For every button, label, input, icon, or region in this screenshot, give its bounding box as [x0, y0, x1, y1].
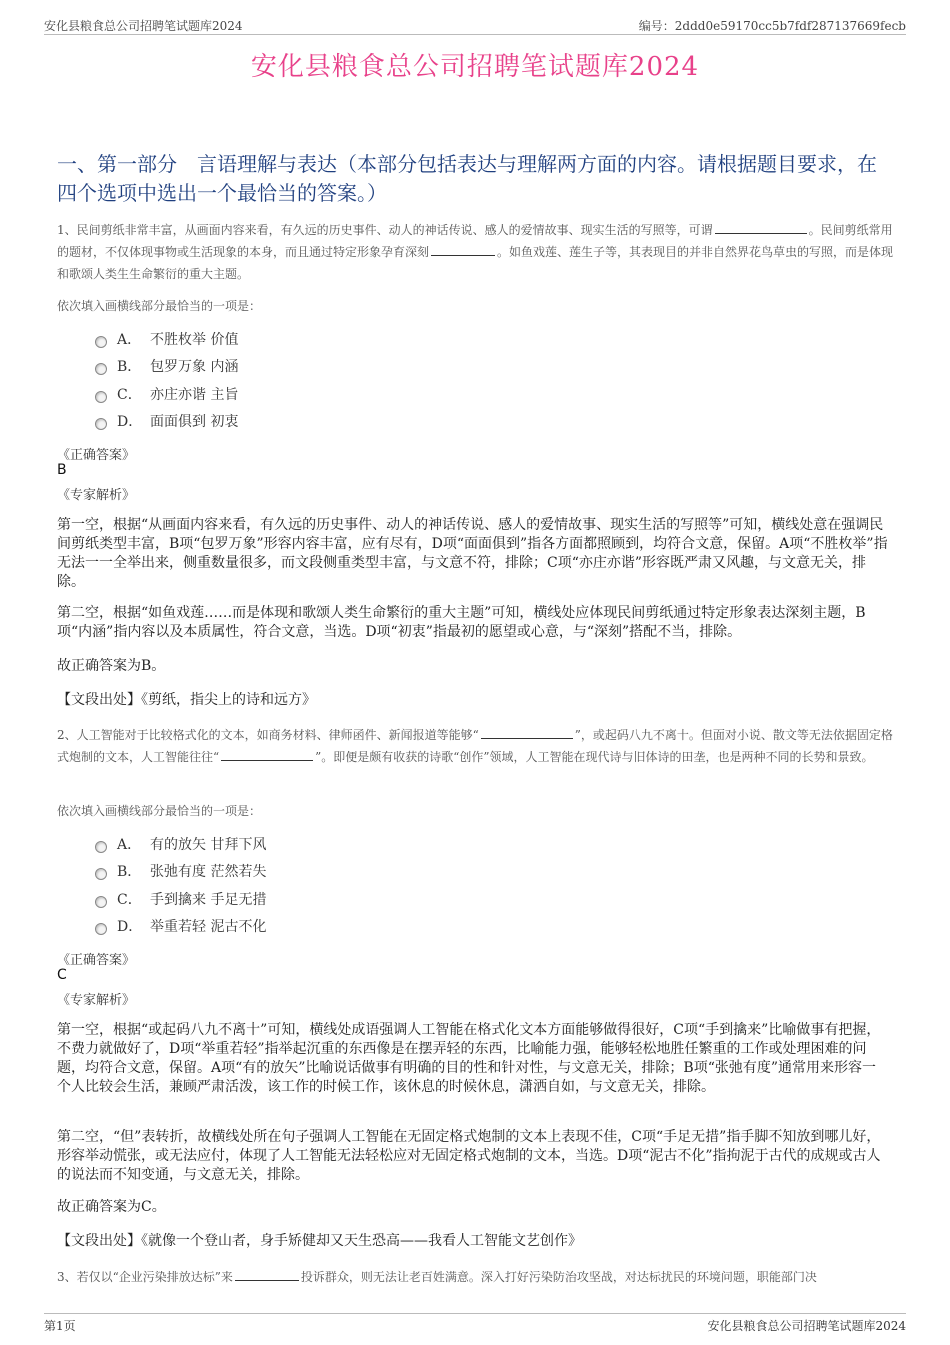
- question-2-prompt: 依次填入画横线部分最恰当的一项是：: [57, 804, 262, 818]
- blank-line: [235, 1269, 299, 1281]
- question-3-stem: 3、若仅以“企业污染排放达标”来 投诉群众，则无法让老百姓满意。深入打好污染防治攻坚战，对达标扰民的环境问题，职能部门决: [57, 1270, 817, 1284]
- blank-line: [221, 749, 313, 761]
- radio-button[interactable]: [95, 841, 107, 853]
- page-header: [44, 15, 906, 35]
- analysis-paragraph: 第一空，根据“从画面内容来看，有久远的历史事件、动人的神话传说、感人的爱情故事、现实生活的写照等”可知，横线处意在强调民间剪纸类型丰富，B项“包罗万象”形容内容丰富，应有尽有，D项“面面俱到”指各方面都照顾到，均符合文意，保留。A项“不胜枚举”指无法一一全举出来，侧重数量很多，而文段侧重类型丰富，与文意不符，排除；C项“亦庄亦谐”形容既严肃又风趣，与文意无关，排除。: [57, 517, 888, 590]
- question-2-stem: 2、人工智能对于比较格式化的文本，如商务材料、律师函件、新闻报道等能够“ ”，或起码八九不离十。但面对小说、散文等无法依据固定格式炮制的文本，人工智能往往“ ”。即便是颇有收获的诗歌“创作”领域，人工智能在现代诗与旧体诗的田垄，也是两种不同的长势和景致。: [57, 728, 893, 764]
- answer-label: 《正确答案》: [57, 953, 136, 968]
- option-a[interactable]: A． 不胜枚举 价值: [95, 325, 238, 353]
- radio-button[interactable]: [95, 391, 107, 403]
- answer-value: C: [57, 967, 67, 983]
- section-title: 一、第一部分 言语理解与表达（本部分包括表达与理解两方面的内容。请根据题目要求，在四个选项中选出一个最恰当的答案。）: [57, 152, 877, 205]
- radio-button[interactable]: [95, 896, 107, 908]
- option-b[interactable]: B． 张弛有度 茫然若失: [95, 858, 266, 886]
- answer-label: 《正确答案》: [57, 448, 136, 463]
- conclusion: 故正确答案为B。: [57, 658, 166, 674]
- analysis-label: 《专家解析》: [57, 488, 136, 503]
- source-citation: 【文段出处】《剪纸，指尖上的诗和远方》: [57, 692, 316, 708]
- page-number: 第1页: [44, 1319, 76, 1333]
- radio-button[interactable]: [95, 923, 107, 935]
- footer-doc-title: 安化县粮食总公司招聘笔试题库2024: [707, 1319, 906, 1333]
- question-1-prompt: 依次填入画横线部分最恰当的一项是：: [57, 299, 262, 313]
- page-title: 安化县粮食总公司招聘笔试题库2024: [250, 52, 700, 82]
- option-d[interactable]: D． 举重若轻 泥古不化: [95, 913, 266, 941]
- radio-button[interactable]: [95, 418, 107, 430]
- option-b[interactable]: B． 包罗万象 内涵: [95, 353, 238, 381]
- analysis-paragraph: 第二空，“但”表转折，故横线处所在句子强调人工智能在无固定格式炮制的文本上表现不佳，C项“手足无措”指手脚不知放到哪儿好，形容举动慌张，或无法应付，体现了人工智能无法轻松应对无固定格式炮制的文本，当选。D项“泥古不化”指拘泥于古代的成规或古人的说法而不知变通，与文意无关，排除。: [57, 1129, 881, 1183]
- option-d[interactable]: D． 面面俱到 初衷: [95, 408, 238, 436]
- radio-button[interactable]: [95, 868, 107, 880]
- analysis-paragraph: 第二空，根据“如鱼戏莲……而是体现和歌颂人类生命繁衍的重大主题”可知，横线处应体现民间剪纸通过特定形象表达深刻主题，B项“内涵”指内容以及本质属性，符合文意，当选。D项“初衷”指最初的愿望或心意，与“深刻”搭配不当，排除。: [57, 605, 866, 640]
- question-2-options: [95, 830, 266, 940]
- analysis-paragraph: 第一空，根据“或起码八九不离十”可知，横线处成语强调人工智能在格式化文本方面能够做得很好，C项“手到擒来”比喻做事有把握，不费力就做好了，D项“举重若轻”指举起沉重的东西像是在摆弄轻的东西，比喻能力强，能够轻松地胜任繁重的工作或处理困难的问题，均符合文意，保留。A项“有的放矢”比喻说话做事有明确的目的性和针对性，与文意无关，排除；B项“张弛有度”通常用来形容一个人比较会生活，兼顾严肃活泼，该工作的时候工作，该休息的时候休息，潇洒自如，与文意无关，排除。: [57, 1022, 881, 1095]
- conclusion: 故正确答案为C。: [57, 1199, 166, 1215]
- blank-line: [715, 222, 807, 234]
- option-c[interactable]: C． 亦庄亦谐 主旨: [95, 380, 238, 408]
- radio-button[interactable]: [95, 363, 107, 375]
- analysis-label: 《专家解析》: [57, 993, 136, 1008]
- page-footer: [44, 1313, 906, 1333]
- radio-button[interactable]: [95, 336, 107, 348]
- blank-line: [431, 244, 495, 256]
- question-1-options: [95, 325, 238, 435]
- option-a[interactable]: A． 有的放矢 甘拜下风: [95, 830, 266, 858]
- question-1-stem: 1、民间剪纸非常丰富，从画面内容来看，有久远的历史事件、动人的神话传说、感人的爱情故事、现实生活的写照等，可谓 。民间剪纸常用的题材，不仅体现事物或生活现象的本身，而且通过特定形象孕育深刻 。如鱼戏莲、莲生子等，其表现目的并非自然界花鸟草虫的写照，而是体现和歌颂人类生生命繁衍的重大主题。: [57, 223, 894, 281]
- source-citation: 【文段出处】《就像一个登山者，身手矫健却又天生恐高——我看人工智能文艺创作》: [57, 1233, 582, 1249]
- option-c[interactable]: C． 手到擒来 手足无措: [95, 885, 266, 913]
- answer-value: B: [57, 462, 67, 478]
- header-doc-id: 编号：2ddd0e59170cc5b7fdf287137669fecb: [638, 19, 906, 33]
- header-doc-title: 安化县粮食总公司招聘笔试题库2024: [44, 19, 243, 33]
- blank-line: [481, 727, 573, 739]
